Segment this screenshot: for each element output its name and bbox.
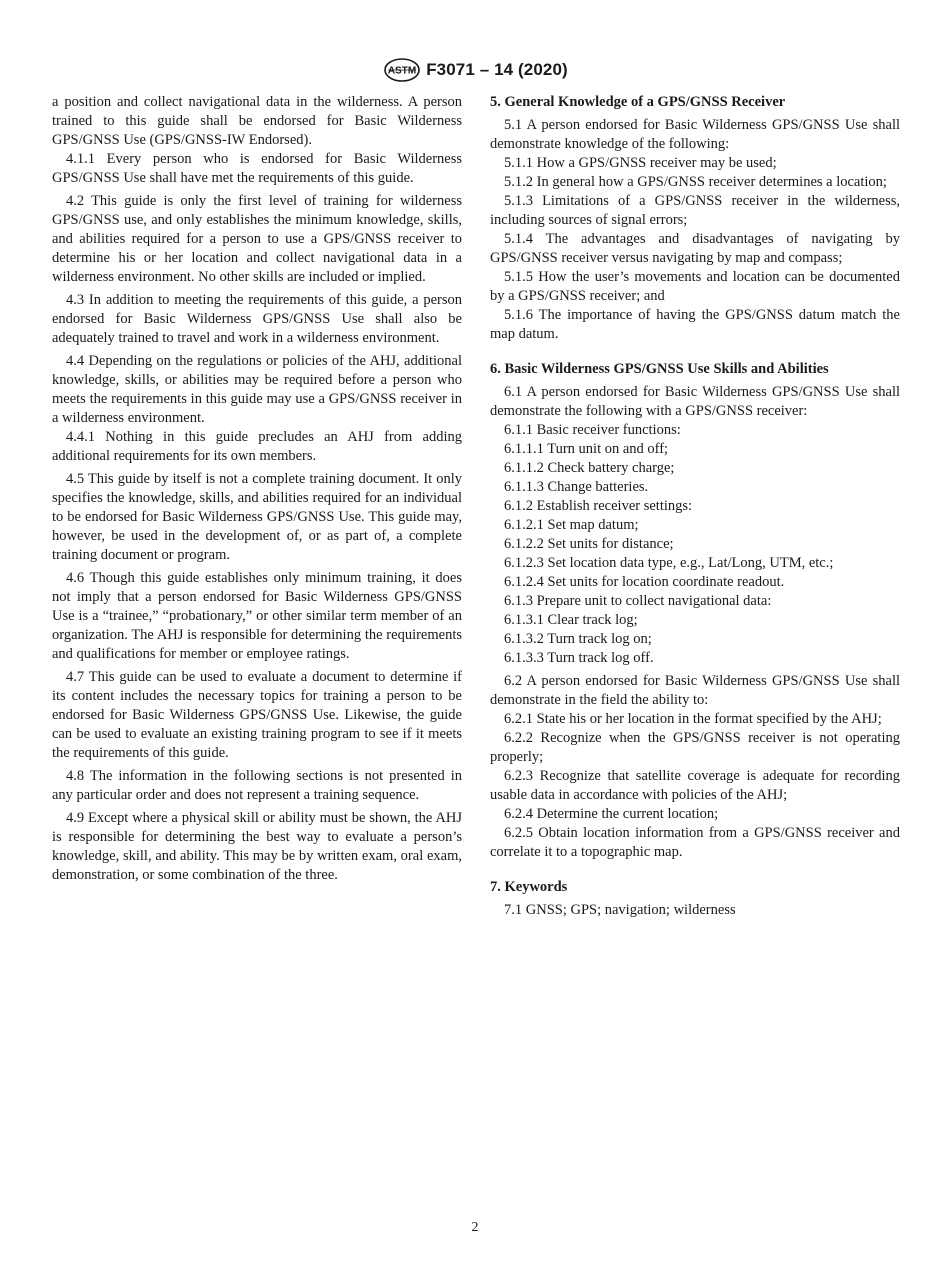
paragraph-5-1-5: 5.1.5 How the user’s movements and location can be documented by a GPS/GNSS receiver; and bbox=[490, 269, 900, 304]
paragraph-5-1-6: 5.1.6 The importance of having the GPS/GNSS datum match the map datum. bbox=[490, 307, 900, 342]
paragraph-4-9: 4.9 Except where a physical skill or ability must be shown, the AHJ is responsible for determining the best way to evaluate a person’s knowledge, skill, and ability. This may be by written exam, oral exam, demonstration, or some combination of the three. bbox=[52, 810, 462, 883]
left-column bbox=[52, 93, 462, 885]
document-designation: F3071 – 14 (2020) bbox=[426, 60, 568, 79]
list-item: 6.1.2 Establish receiver settings: bbox=[504, 498, 693, 514]
section-5-heading: 5. General Knowledge of a GPS/GNSS Receiver bbox=[490, 94, 786, 110]
paragraph-4-8: 4.8 The information in the following sections is not presented in any particular order and does not represent a training sequence. bbox=[52, 768, 462, 803]
paragraph-4-3: 4.3 In addition to meeting the requirements of this guide, a person endorsed for Basic Wilderness GPS/GNSS Use shall also be adequately trained to travel and work in a wilderness environment. bbox=[52, 292, 462, 346]
list-item: 6.1.3.2 Turn track log on; bbox=[504, 631, 652, 647]
list-item: 6.1.3.3 Turn track log off. bbox=[504, 650, 654, 666]
paragraph-5-1-4: 5.1.4 The advantages and disadvantages of navigating by GPS/GNSS receiver versus navigating by map and compass; bbox=[490, 231, 900, 266]
paragraph-6-1: 6.1 A person endorsed for Basic Wilderness GPS/GNSS Use shall demonstrate the following with a GPS/GNSS receiver: bbox=[490, 384, 900, 419]
list-item: 6.1.1.1 Turn unit on and off; bbox=[504, 441, 669, 457]
paragraph-5-1: 5.1 A person endorsed for Basic Wilderness GPS/GNSS Use shall demonstrate knowledge of the following: bbox=[490, 117, 900, 152]
paragraph-4-4-1: 4.4.1 Nothing in this guide precludes an AHJ from adding additional requirements for its own members. bbox=[52, 429, 462, 464]
paragraph-4-4: 4.4 Depending on the regulations or policies of the AHJ, additional knowledge, skills, or abilities may be required before a person who meets the requirements in this guide may use a GPS/GNSS receiver in a wilderness environment. bbox=[52, 353, 462, 426]
list-item: 6.1.2.4 Set units for location coordinate readout. bbox=[504, 574, 785, 590]
paragraph-6-2-2: 6.2.2 Recognize when the GPS/GNSS receiver is not operating properly; bbox=[490, 730, 900, 765]
paragraph-7-1: 7.1 GNSS; GPS; navigation; wilderness bbox=[504, 902, 736, 918]
paragraph-5-1-2: 5.1.2 In general how a GPS/GNSS receiver determines a location; bbox=[504, 174, 887, 190]
page-header bbox=[0, 58, 950, 82]
paragraph-6-2-4: 6.2.4 Determine the current location; bbox=[504, 806, 719, 822]
list-item: 6.1.3 Prepare unit to collect navigational data: bbox=[504, 593, 772, 609]
logo-text: ASTM bbox=[388, 65, 417, 77]
section-7-heading: 7. Keywords bbox=[490, 879, 568, 895]
right-column bbox=[490, 93, 900, 920]
list-item: 6.1.1.2 Check battery charge; bbox=[504, 460, 675, 476]
paragraph-4-2: 4.2 This guide is only the first level of training for wilderness GPS/GNSS use, and only establishes the minimum knowledge, skills, and abilities required for a person to use a GPS/GNSS receiver to determine his or her location and collect navigational data in a wilderness environment. No other skills are included or implied. bbox=[52, 193, 462, 285]
list-item: 6.1.2.3 Set location data type, e.g., Lat/Long, UTM, etc.; bbox=[504, 555, 834, 571]
paragraph-5-1-1: 5.1.1 How a GPS/GNSS receiver may be used; bbox=[504, 155, 777, 171]
paragraph-4-7: 4.7 This guide can be used to evaluate a document to determine if its content includes the necessary topics for training a person to be endorsed for Basic Wilderness GPS/GNSS Use. Likewise, the guide can be used to evaluate an existing training program to see if it meets the requirements of this guide. bbox=[52, 669, 462, 761]
list-item: 6.1.3.1 Clear track log; bbox=[504, 612, 638, 628]
list-item: 6.1.2.1 Set map datum; bbox=[504, 517, 639, 533]
paragraph-5-1-3: 5.1.3 Limitations of a GPS/GNSS receiver in the wilderness, including sources of signal errors; bbox=[490, 193, 900, 228]
paragraph-6-2-1: 6.2.1 State his or her location in the format specified by the AHJ; bbox=[504, 711, 882, 727]
paragraph-6-2-3: 6.2.3 Recognize that satellite coverage is adequate for recording usable data in accordance with policies of the AHJ; bbox=[490, 768, 900, 803]
paragraph-4-5: 4.5 This guide by itself is not a complete training document. It only specifies the knowledge, skills, and abilities required for an individual to be endorsed for Basic Wilderness GPS/GNSS Use. This guide may, however, be used in the development of, or as part of, a complete training document or program. bbox=[52, 471, 462, 563]
paragraph-6-2-5: 6.2.5 Obtain location information from a GPS/GNSS receiver and correlate it to a topographic map. bbox=[490, 825, 900, 860]
astm-logo-icon bbox=[382, 58, 422, 82]
paragraph-4-1-1: 4.1.1 Every person who is endorsed for Basic Wilderness GPS/GNSS Use shall have met the requirements of this guide. bbox=[52, 151, 462, 186]
page-number: 2 bbox=[471, 1220, 479, 1235]
paragraph-4-1-continued: a position and collect navigational data in the wilderness. A person trained to this guide shall be endorsed for Basic Wilderness GPS/GNSS Use (GPS/GNSS-IW Endorsed). bbox=[52, 94, 462, 148]
list-item: 6.1.1 Basic receiver functions: bbox=[504, 422, 681, 438]
paragraph-6-2: 6.2 A person endorsed for Basic Wilderness GPS/GNSS Use shall demonstrate in the field the ability to: bbox=[490, 673, 900, 708]
paragraph-4-6: 4.6 Though this guide establishes only minimum training, it does not imply that a person endorsed for Basic Wilderness GPS/GNSS Use is a “trainee,” “probationary,” or other similar term member of an organization. The AHJ is responsible for determining the requirements and qualifications for member or employee ratings. bbox=[52, 570, 462, 662]
section-6-heading: 6. Basic Wilderness GPS/GNSS Use Skills and Abilities bbox=[490, 361, 829, 377]
list-item: 6.1.2.2 Set units for distance; bbox=[504, 536, 674, 552]
list-item: 6.1.1.3 Change batteries. bbox=[504, 479, 649, 495]
